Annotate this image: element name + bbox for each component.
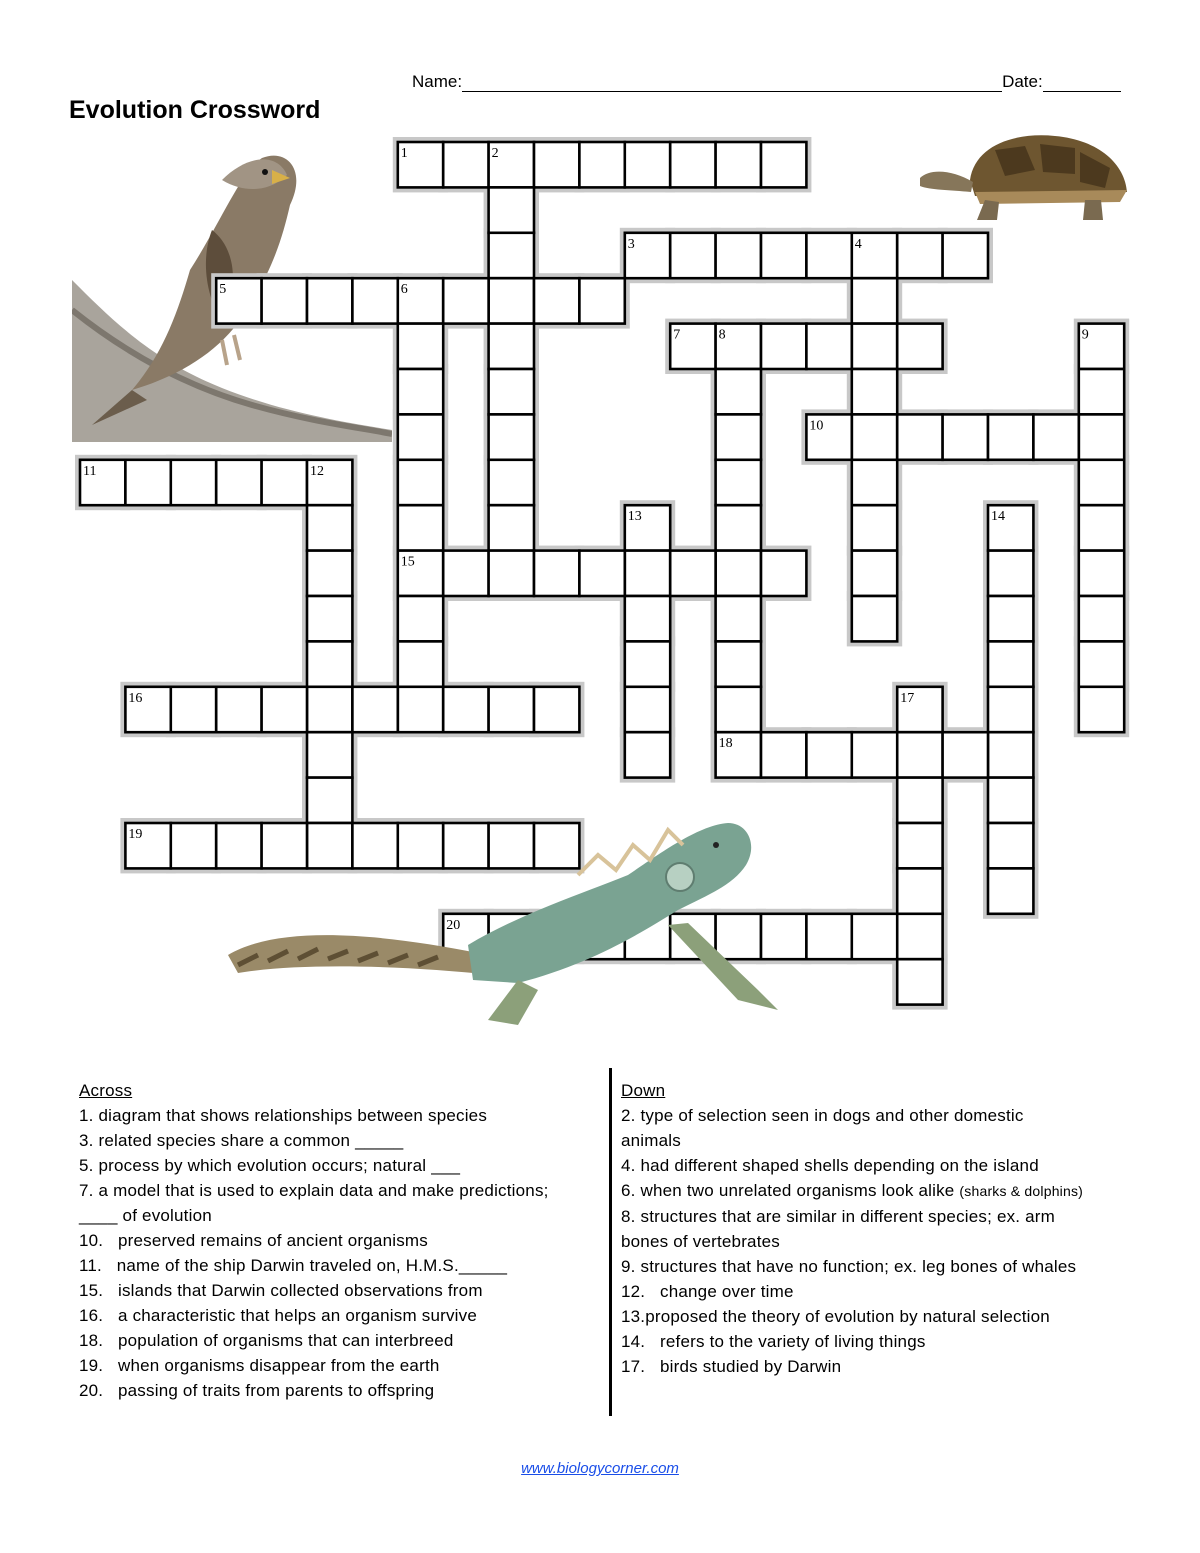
page-title: Evolution Crossword (69, 96, 321, 124)
grid-cell[interactable] (262, 687, 307, 732)
clue-number: 13 (627, 509, 642, 525)
grid-cell[interactable] (489, 324, 534, 369)
grid-cell[interactable] (852, 278, 897, 323)
clue-number: 7 (673, 327, 681, 343)
down-clues (621, 1078, 1141, 1379)
grid-cell[interactable] (761, 233, 806, 278)
grid-cell[interactable] (1079, 369, 1124, 414)
across-heading: Across (79, 1081, 133, 1100)
grid-cell[interactable] (806, 914, 851, 959)
grid-cell[interactable] (897, 823, 942, 868)
grid-cell[interactable] (398, 687, 443, 732)
grid-cell[interactable] (489, 369, 534, 414)
grid-cell[interactable] (262, 278, 307, 323)
across-clue: 16. a characteristic that helps an organism survive (79, 1306, 478, 1325)
grid-cell[interactable] (852, 505, 897, 550)
grid-cell[interactable] (216, 460, 261, 505)
grid-cell[interactable] (716, 596, 761, 641)
clue-number: 10 (809, 418, 824, 434)
grid-cell[interactable] (897, 778, 942, 823)
down-clue: 8. structures that are similar in different species; ex. arm (621, 1207, 1056, 1226)
grid-cell[interactable] (716, 687, 761, 732)
grid-cell[interactable] (806, 324, 851, 369)
grid-cell[interactable] (489, 233, 534, 278)
down-clue-note: (sharks & dolphins) (959, 1183, 1084, 1199)
across-clues (79, 1078, 599, 1403)
name-label: Name: (412, 72, 463, 91)
grid-cell[interactable] (398, 505, 443, 550)
grid-cell[interactable] (852, 732, 897, 777)
grid-cell[interactable] (307, 596, 352, 641)
clue-number: 8 (718, 327, 726, 343)
clue-number: 1 (400, 146, 408, 161)
grid-cell[interactable] (398, 369, 443, 414)
down-clue-text: 6. when two unrelated organisms look alike (621, 1181, 955, 1200)
grid-cell[interactable] (716, 142, 761, 187)
grid-cell[interactable] (398, 414, 443, 459)
grid-cell[interactable] (716, 641, 761, 686)
grid-cell[interactable] (489, 414, 534, 459)
grid-cell[interactable] (852, 551, 897, 596)
across-clue: 18. population of organisms that can interbreed (79, 1331, 454, 1350)
grid-cell[interactable] (1079, 505, 1124, 550)
grid-cell[interactable] (988, 823, 1033, 868)
across-clue: 11. name of the ship Darwin traveled on, H.M.S._____ (79, 1256, 508, 1275)
grid-cell[interactable] (625, 732, 670, 777)
grid-cell[interactable] (716, 505, 761, 550)
grid-cell[interactable] (897, 914, 942, 959)
grid-cell[interactable] (988, 414, 1033, 459)
footer (0, 1460, 1200, 1477)
grid-cell[interactable] (171, 687, 216, 732)
grid-cell[interactable] (852, 414, 897, 459)
grid-cell[interactable] (398, 596, 443, 641)
grid-cell[interactable] (262, 460, 307, 505)
website-link[interactable]: www.biologycorner.com (521, 1460, 679, 1477)
grid-cell[interactable] (307, 551, 352, 596)
across-clue: 7. a model that is used to explain data and make predictions; (79, 1181, 549, 1200)
grid-cell[interactable] (716, 551, 761, 596)
grid-cell[interactable] (716, 460, 761, 505)
grid-cell[interactable] (988, 868, 1033, 913)
grid-cell[interactable] (716, 414, 761, 459)
grid-cell[interactable] (307, 732, 352, 777)
clue-number: 14 (991, 509, 1005, 525)
clue-number: 4 (854, 236, 862, 252)
grid-cell[interactable] (352, 687, 397, 732)
grid-cell[interactable] (443, 278, 488, 323)
down-clue: 2. type of selection seen in dogs and other domestic (621, 1106, 1024, 1125)
down-clue (621, 1178, 1141, 1204)
down-clue: bones of vertebrates (621, 1232, 780, 1251)
grid-cell[interactable] (852, 914, 897, 959)
grid-cell[interactable] (670, 233, 715, 278)
grid-cell[interactable] (307, 641, 352, 686)
grid-cell[interactable] (579, 278, 624, 323)
across-clue: 1. diagram that shows relationships between species (79, 1106, 488, 1125)
grid-cell[interactable] (716, 369, 761, 414)
grid-cell[interactable] (897, 959, 942, 1004)
grid-cell[interactable] (489, 187, 534, 232)
grid-cell[interactable] (1033, 414, 1078, 459)
down-clue: 4. had different shaped shells depending on the island (621, 1156, 1039, 1175)
across-clue: ____ of evolution (79, 1206, 212, 1225)
grid-cell[interactable] (806, 732, 851, 777)
clue-number: 19 (128, 827, 143, 842)
grid-cell[interactable] (761, 732, 806, 777)
grid-cell[interactable] (988, 687, 1033, 732)
grid-cell[interactable] (943, 414, 988, 459)
across-clue: 15. islands that Darwin collected observations from (79, 1281, 483, 1300)
across-clue: 5. process by which evolution occurs; natural ___ (79, 1156, 461, 1175)
grid-cell[interactable] (125, 460, 170, 505)
grid-cell[interactable] (1079, 641, 1124, 686)
clue-number: 16 (128, 690, 143, 706)
clue-number: 12 (310, 463, 324, 479)
grid-cell[interactable] (579, 551, 624, 596)
grid-cell[interactable] (534, 278, 579, 323)
down-clue: 9. structures that have no function; ex. leg bones of whales (621, 1257, 1077, 1276)
grid-cell[interactable] (1079, 596, 1124, 641)
grid-cell[interactable] (852, 324, 897, 369)
grid-cell[interactable] (761, 142, 806, 187)
grid-cell[interactable] (1079, 460, 1124, 505)
grid-cell[interactable] (761, 551, 806, 596)
grid-cell[interactable] (988, 641, 1033, 686)
down-clue: 14. refers to the variety of living things (621, 1332, 926, 1351)
grid-cell[interactable] (943, 732, 988, 777)
grid-cell[interactable] (670, 142, 715, 187)
grid-cell[interactable] (443, 142, 488, 187)
down-clue: 17. birds studied by Darwin (621, 1357, 842, 1376)
grid-cell[interactable] (352, 278, 397, 323)
grid-cell[interactable] (579, 142, 624, 187)
grid-cell[interactable] (398, 324, 443, 369)
clue-number: 15 (400, 554, 415, 570)
grid-cell[interactable] (216, 687, 261, 732)
clue-number: 5 (219, 282, 227, 298)
grid-cell[interactable] (625, 641, 670, 686)
grid-cell[interactable] (398, 460, 443, 505)
grid-cell[interactable] (307, 505, 352, 550)
grid-cell[interactable] (534, 687, 579, 732)
down-clue: animals (621, 1131, 681, 1150)
grid-cell[interactable] (1079, 551, 1124, 596)
grid-cell[interactable] (761, 324, 806, 369)
date-label: Date: (1002, 72, 1043, 91)
grid-cell[interactable] (307, 687, 352, 732)
down-clue: 12. change over time (621, 1282, 794, 1301)
clue-number: 17 (900, 690, 915, 706)
across-clue: 3. related species share a common _____ (79, 1131, 404, 1150)
grid-cell[interactable] (625, 551, 670, 596)
clue-number: 18 (718, 736, 733, 752)
clue-number: 6 (400, 282, 408, 298)
grid-cell[interactable] (988, 596, 1033, 641)
clue-number: 3 (627, 236, 635, 252)
grid-cell[interactable] (489, 278, 534, 323)
down-clue: 13.proposed the theory of evolution by natural selection (621, 1307, 1050, 1326)
grid-cell[interactable] (897, 414, 942, 459)
grid-cell[interactable] (534, 142, 579, 187)
grid-cell[interactable] (897, 868, 942, 913)
grid-cell[interactable] (852, 596, 897, 641)
grid-cell[interactable] (988, 732, 1033, 777)
grid-cell[interactable] (897, 732, 942, 777)
grid-cell[interactable] (806, 233, 851, 278)
across-clue: 20. passing of traits from parents to offspring (79, 1381, 435, 1400)
clue-number: 11 (83, 463, 97, 479)
grid-cell[interactable] (307, 278, 352, 323)
grid-cell[interactable] (489, 505, 534, 550)
grid-cell[interactable] (897, 324, 942, 369)
clue-number: 9 (1081, 327, 1089, 343)
grid-cell[interactable] (897, 233, 942, 278)
clue-number: 2 (491, 146, 499, 161)
grid-cell[interactable] (625, 142, 670, 187)
grid-cell[interactable] (852, 369, 897, 414)
grid-cell[interactable] (489, 460, 534, 505)
grid-cell[interactable] (398, 641, 443, 686)
grid-cell[interactable] (852, 460, 897, 505)
grid-cell[interactable] (1079, 414, 1124, 459)
grid-cell[interactable] (171, 823, 216, 868)
grid-cell[interactable] (171, 460, 216, 505)
across-clue: 10. preserved remains of ancient organisms (79, 1231, 428, 1250)
grid-cell[interactable] (625, 687, 670, 732)
grid-cell[interactable] (534, 551, 579, 596)
grid-cell[interactable] (716, 233, 761, 278)
column-divider (609, 1068, 612, 1416)
iguana-image (218, 815, 780, 1037)
grid-cell[interactable] (943, 233, 988, 278)
grid-cell[interactable] (625, 596, 670, 641)
grid-cell[interactable] (443, 687, 488, 732)
across-clue: 19. when organisms disappear from the earth (79, 1356, 440, 1375)
grid-cell[interactable] (443, 551, 488, 596)
grid-cell[interactable] (988, 551, 1033, 596)
grid-cell[interactable] (670, 551, 715, 596)
grid-cell[interactable] (988, 778, 1033, 823)
grid-cell[interactable] (1079, 687, 1124, 732)
grid-cell[interactable] (489, 687, 534, 732)
down-heading: Down (621, 1081, 666, 1100)
grid-cell[interactable] (489, 551, 534, 596)
clue-number: 20 (446, 917, 461, 933)
